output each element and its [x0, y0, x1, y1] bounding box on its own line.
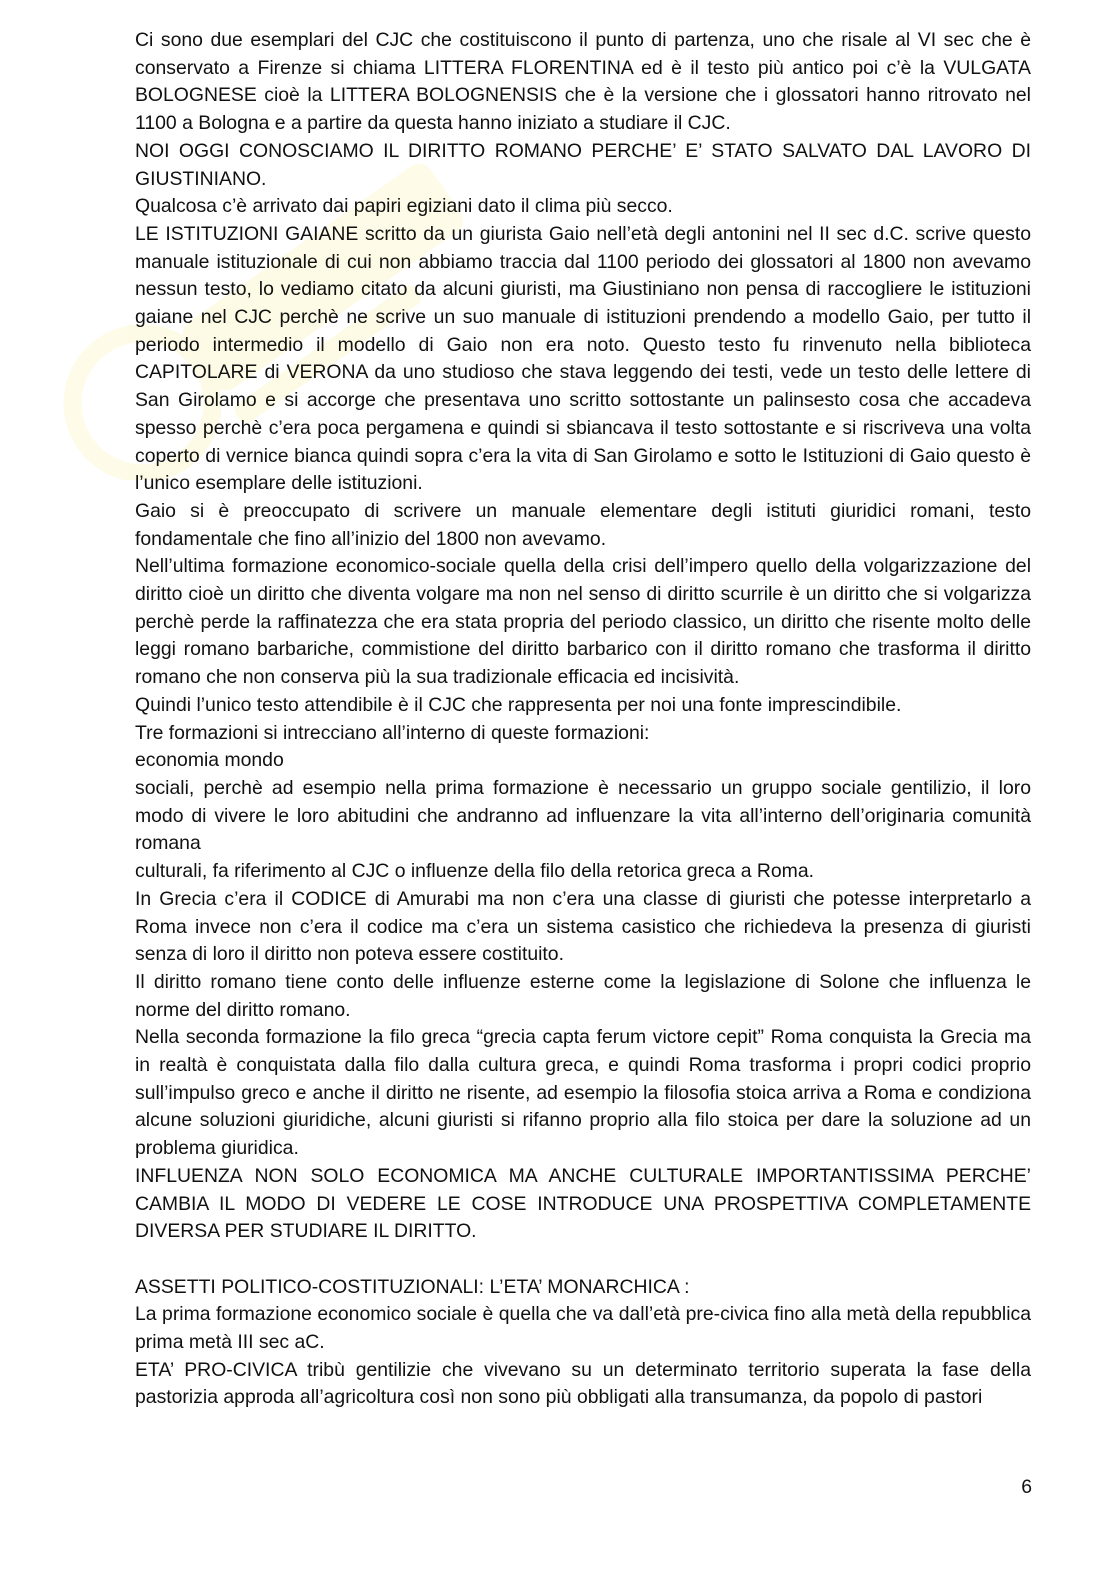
paragraph-second-formation: Nella seconda formazione la filo greca “grecia capta ferum victore cepit” Roma conquista la Grecia ma in realtà è conquistata dalla filo dalla cultura greca, e quindi Roma trasforma i propri codici proprio sull’impulso greco e anche il diritto ne risente, ad esempio la filosofia stoica arriva a Roma e condiziona alcune soluzioni giuridiche, alcuni giuristi si rifanno proprio alla filo stoica per dare la soluzione ad un problema giuridica.	[135, 1026, 1031, 1160]
paragraph-greece-code: In Grecia c’era il CODICE di Amurabi ma non c’era una classe di giuristi che potesse interpretarlo a Roma invece non c’era il codice ma c’era un sistema casistico che richiedeva la presenza di giuristi senza di loro il diritto non poteva essere costituito.	[135, 887, 1031, 966]
paragraph-gaius-institutions: LE ISTITUZIONI GAIANE scritto da un giurista Gaio nell’età degli antonini nel II sec d.C. scrive questo manuale istituzionale di cui non abbiamo traccia dal 1100 periodo dei glossatori al 1800 non avevamo nessun testo, lo vediamo citato da alcuni giuristi, ma Giustiniano non pensa di raccogliere le istituzioni gaiane nel CJC perchè ne scrive un suo manuale di istituzioni prendendo a modello Gaio, per tutto il periodo intermedio il modello di Gaio non era noto. Questo testo fu rinvenuto nella biblioteca CAPITOLARE di VERONA da uno studioso che stava leggendo dei testi, vede un testo delle lettere di San Girolamo e si accorge che presentava uno scritto sottostante un palinsesto cosa che accadeva spesso perchè c’era poca pergamena e quindi si sbiancava il testo sottostante e si riscriveva una volta coperto di vernice bianca quindi sopra c’era la vita di San Girolamo e sotto le Istituzioni di Gaio questo è l’unico esemplare delle istituzioni.	[135, 222, 1031, 495]
paragraph-pro-civic-age: ETA’ PRO-CIVICA tribù gentilizie che vivevano su un determinato territorio superata la fase della pastorizia approda all’agricoltura così non sono più obbligati alla transumanza, da popolo di pastori	[135, 1358, 1031, 1409]
paragraph-cjc-exemplars: Ci sono due esemplari del CJC che costituiscono il punto di partenza, uno che risale al VI sec che è conservato a Firenze si chiama LITTERA FLORENTINA ed è il testo più antico poi c’è la VULGATA BOLOGNESE cioè la LITTERA BOLOGNENSIS che è la versione che i glossatori hanno ritrovato nel 1100 a Bologna e a partire da questa hanno iniziato a studiare il CJC.	[135, 29, 1031, 135]
document-body	[135, 27, 1031, 1412]
paragraph-three-formations: Tre formazioni si intrecciano all’interno di queste formazioni:	[135, 721, 650, 744]
page-number: 6	[1021, 1476, 1032, 1498]
paragraph-cultural-influence: INFLUENZA NON SOLO ECONOMICA MA ANCHE CULTURALE IMPORTANTISSIMA PERCHE’ CAMBIA IL MODO DI VEDERE LE COSE INTRODUCE UNA PROSPETTIVA COMPLETAMENTE DIVERSA PER STUDIARE IL DIRITTO.	[135, 1164, 1031, 1243]
paragraph-external-influences: Il diritto romano tiene conto delle influenze esterne come la legislazione di Solone che influenza le norme del diritto romano.	[135, 970, 1031, 1021]
paragraph-world-economy: economia mondo	[135, 749, 284, 772]
paragraph-cjc-reliable: Quindi l’unico testo attendibile è il CJC che rappresenta per noi una fonte imprescindibile.	[135, 693, 902, 716]
paragraph-vulgarization: Nell’ultima formazione economico-sociale quella della crisi dell’impero quello della volgarizzazione del diritto cioè un diritto che diventa volgare ma non nel senso di diritto scurrile è un diritto che si volgarizza perchè perde la raffinatezza che era stata propria del periodo classico, un diritto che risente molto delle leggi romano barbariche, commistione del diritto barbarico con il diritto romano che trasforma il diritto romano che non conserva più la sua tradizionale efficacia ed incisività.	[135, 555, 1031, 689]
section-heading-monarchic-age: ASSETTI POLITICO-COSTITUZIONALI: L’ETA’ MONARCHICA :	[135, 1275, 690, 1298]
paragraph-first-formation: La prima formazione economico sociale è quella che va dall’età pre-civica fino alla metà della repubblica prima metà III sec aC.	[135, 1303, 1031, 1354]
paragraph-social: sociali, perchè ad esempio nella prima formazione è necessario un gruppo sociale gentilizio, il loro modo di vivere le loro abitudini che andranno ad influenzare la vita all’interno dell’originaria comunità romana	[135, 776, 1031, 855]
paragraph-gaius-manual: Gaio si è preoccupato di scrivere un manuale elementare degli istituti giuridici romani, testo fondamentale che fino all’inizio del 1800 non avevamo.	[135, 499, 1031, 550]
paragraph-roman-law-justinian: NOI OGGI CONOSCIAMO IL DIRITTO ROMANO PERCHE’ E’ STATO SALVATO DAL LAVORO DI GIUSTINIANO.	[135, 139, 1031, 190]
paragraph-spacer	[135, 1246, 1031, 1274]
paragraph-egyptian-papyri: Qualcosa c’è arrivato dai papiri egiziani dato il clima più secco.	[135, 195, 673, 218]
paragraph-cultural: culturali, fa riferimento al CJC o influenze della filo della retorica greca a Roma.	[135, 860, 814, 883]
